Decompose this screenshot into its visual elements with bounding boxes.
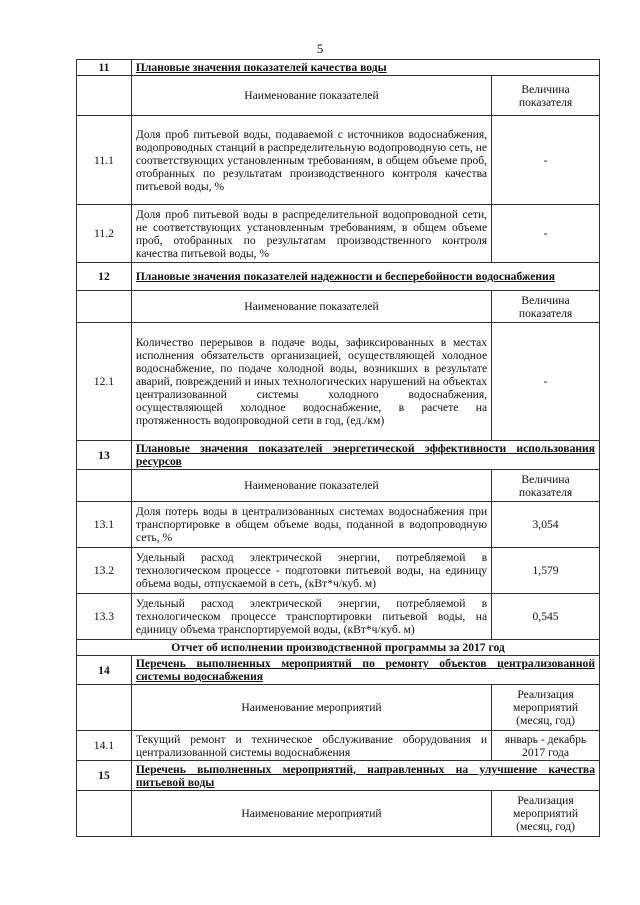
column-header-value: Величина показателя [492,470,600,502]
section-11-title-row [77,60,600,76]
section-title: Перечень выполненных мероприятий по ремонту объектов централизованной системы водоснабжения [131,656,599,685]
row-number: 13.3 [77,594,132,640]
column-header-name: Наименование показателей [131,76,491,116]
section-14-header-row [77,685,600,731]
table-row [77,205,600,263]
report-heading-row [77,640,600,656]
section-13-title-row [77,441,600,470]
row-number: 12.1 [77,323,132,441]
report-heading: Отчет об исполнении производственной программы за 2017 год [77,640,600,656]
column-header-value: Реализация мероприятий (месяц, год) [492,685,600,731]
row-number: 13.2 [77,548,132,594]
row-text: Доля потерь воды в централизованных системах водоснабжения при транспортировке в общем объеме воды, поданной в водопроводную сеть, % [131,502,491,548]
section-title: Плановые значения показателей надежности и бесперебойности водоснабжения [131,263,599,291]
row-value: 0,545 [492,594,600,640]
column-header-value: Величина показателя [492,76,600,116]
column-header-name: Наименование показателей [131,470,491,502]
section-number: 15 [77,761,132,791]
table-row [77,116,600,205]
section-title: Перечень выполненных мероприятий, направленных на улучшение качества питьевой воды [131,761,599,791]
row-value: - [492,205,600,263]
column-header-value: Величина показателя [492,291,600,323]
row-value: январь - декабрь 2017 года [492,731,600,761]
table-row [77,548,600,594]
row-number: 13.1 [77,502,132,548]
row-text: Удельный расход электрической энергии, потребляемой в технологическом процессе транспортировки питьевой воды, на единицу объема транспортируемой воды, (кВт*ч/куб. м) [131,594,491,640]
row-text: Удельный расход электрической энергии, потребляемой в технологическом процессе - подготовки питьевой воды, на единицу объема воды, отпускаемой в сеть, (кВт*ч/куб. м) [131,548,491,594]
table-row [77,594,600,640]
section-13-header-row [77,470,600,502]
section-number: 14 [77,656,132,685]
section-title: Плановые значения показателей энергетической эффективности использования ресурсов [131,441,599,470]
page-number: 5 [316,41,324,56]
section-number: 12 [77,263,132,291]
row-text: Текущий ремонт и техническое обслуживание оборудования и централизованной системы водоснабжения [131,731,491,761]
column-header-name: Наименование мероприятий [131,791,491,837]
row-number: 11.1 [77,116,132,205]
row-value: 3,054 [492,502,600,548]
table-row [77,731,600,761]
row-text: Количество перерывов в подаче воды, зафиксированных в местах исполнения обязательств организацией, осуществляющей холодное водоснабжение, по подаче холодной воды, возникших в результате аварий, повреждений и иных технологических нарушений на объектах централизованной системы холодного водоснабжения, осуществляющей холодное водоснабжение, в расчете на протяженность водопроводной сети в год, (ед./км) [131,323,491,441]
section-number: 13 [77,441,132,470]
section-title: Плановые значения показателей качества воды [131,60,599,76]
indicators-table [76,59,600,837]
table-row [77,323,600,441]
row-number: 14.1 [77,731,132,761]
row-value: - [492,116,600,205]
column-header-value: Реализация мероприятий (месяц, год) [492,791,600,837]
row-value: - [492,323,600,441]
row-text: Доля проб питьевой воды в распределительной водопроводной сети, не соответствующих установленным требованиям, в общем объеме проб, отобранных по результатам производственного контроля качества питьевой воды, % [131,205,491,263]
section-11-header-row [77,76,600,116]
row-value: 1,579 [492,548,600,594]
section-14-title-row [77,656,600,685]
column-header-name: Наименование показателей [131,291,491,323]
column-header-name: Наименование мероприятий [131,685,491,731]
table-row [77,502,600,548]
row-number: 11.2 [77,205,132,263]
section-12-title-row [77,263,600,291]
row-text: Доля проб питьевой воды, подаваемой с источников водоснабжения, водопроводных станций в распределительную водопроводную сеть, не соответствующих установленным требованиям, в общем объеме проб, отобранных по результатам производственного контроля качества питьевой воды, % [131,116,491,205]
section-number: 11 [77,60,132,76]
section-15-header-row [77,791,600,837]
section-12-header-row [77,291,600,323]
section-15-title-row [77,761,600,791]
